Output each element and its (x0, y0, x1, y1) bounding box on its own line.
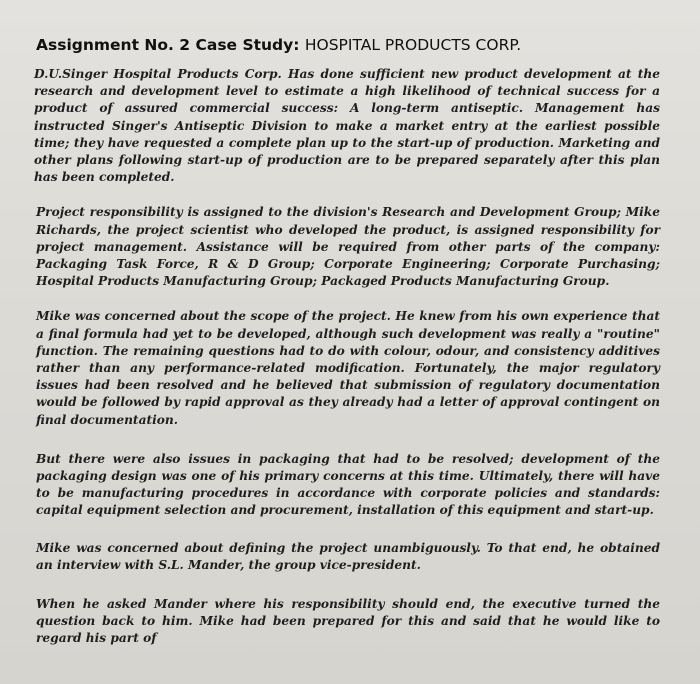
heading-title: HOSPITAL PRODUCTS CORP. (304, 36, 522, 54)
paragraph-packaging-issues: But there were also issues in packaging that had to be resolved; development of the packaging design was one of his primary concerns at this time. Ultimately, there will have to be manufacturing procedures in accordance with corporate policies and standards: capital equipment selection and procurement, installation of this equipment and start-up. (36, 451, 660, 518)
heading-prefix: Assignment No. 2 Case Study: (36, 36, 305, 54)
document-heading (36, 36, 660, 54)
paragraph-responsibility: Project responsibility is assigned to the division's Research and Development Group; Mike Richards, the project scientist who developed the product, is assigned responsibility for project management. Assistance will be required from other parts of the company: Packaging Task Force, R & D Group; Corporate Engineering; Corporate Purchasing; Hospital Products Manufacturing Group; Packaged Products Manufacturing Group. (36, 205, 660, 289)
paragraph-project-scope: Mike was concerned about the scope of the project. He knew from his own experience that a final formula had yet to be developed, although such development was really a "routine" function. The remaining questions had to do with colour, odour, and consistency additives rather than any performance-related modification. Fortunately, the major regulatory issues had been resolved and he believed that submission of regulatory documentation would be followed by rapid approval as they already had a letter of approval contingent on final documentation. (36, 309, 660, 427)
paragraph-defining-project: Mike was concerned about defining the project unambiguously. To that end, he obtained an interview with S.L. Mander, the group vice-president. (36, 540, 660, 572)
paragraph-introduction: D.U.Singer Hospital Products Corp. Has done sufficient new product development at the research and development level to estimate a high likelihood of technical success for a product of assured commercial success: A long-term antiseptic. Management has instructed Singer's Antiseptic Division to make a market entry at the earliest possible time; they have requested a complete plan up to the start-up of production. Marketing and other plans following start-up of production are to be prepared separately after this plan has been completed. (34, 67, 660, 185)
paragraph-mander-question: When he asked Mander where his responsibility should end, the executive turned the question back to him. Mike had been prepared for this and said that he would like to regard his part of (36, 597, 660, 646)
